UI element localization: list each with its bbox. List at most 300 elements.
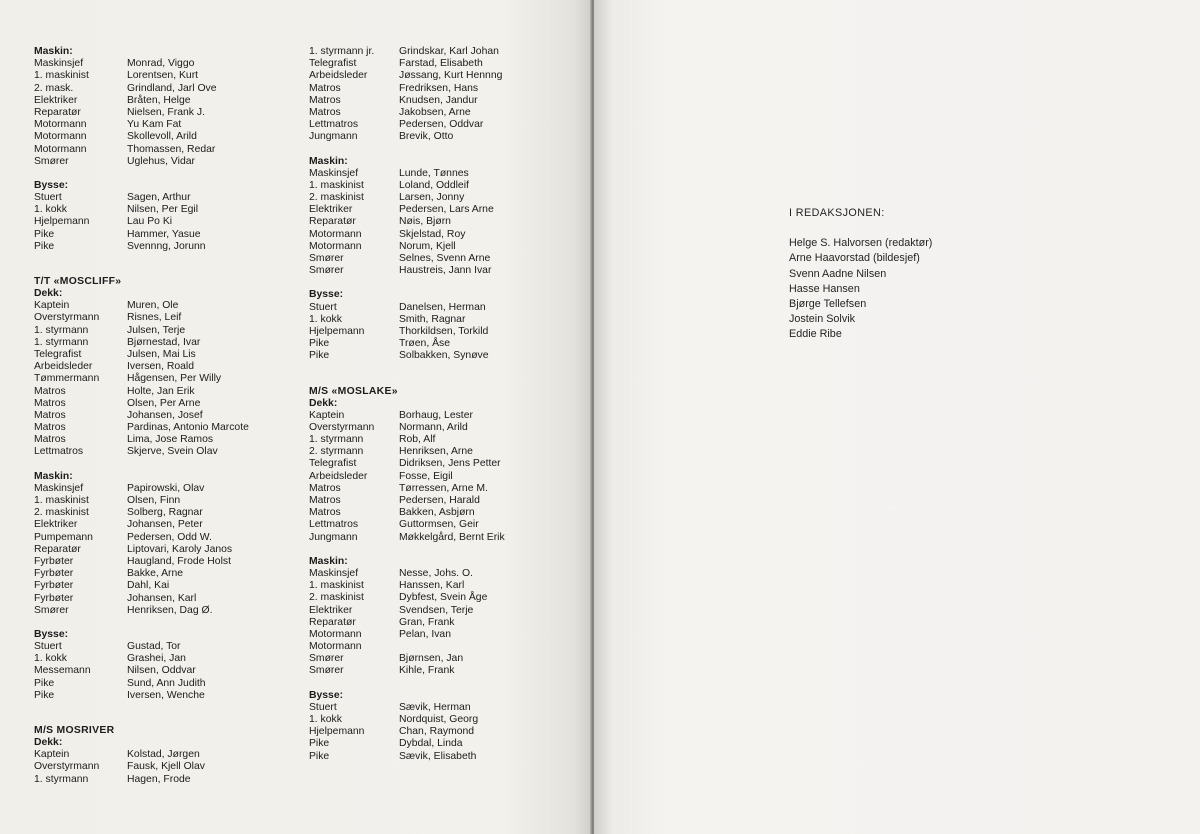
crew-name: Brevik, Otto (399, 131, 454, 143)
crew-row (34, 241, 284, 253)
crew-name: Lima, Jose Ramos (127, 434, 214, 446)
crew-role: Smører (309, 253, 344, 264)
crew-section (309, 363, 579, 544)
crew-role: Telegrafist (309, 458, 357, 470)
crew-role: Jungmann (309, 531, 358, 543)
crew-role: Kaptein (34, 300, 70, 312)
crew-role: 1. styrmann (34, 336, 89, 348)
crew-role: Pike (309, 338, 330, 350)
section-spacer (309, 363, 579, 375)
crew-row (309, 107, 579, 119)
editorial-member: Helge S. Halvorsen (redaktør) (789, 237, 933, 250)
crew-row (309, 422, 579, 434)
crew-name: Lau Po Ki (127, 216, 173, 228)
crew-role: Pike (309, 350, 330, 362)
crew-row (309, 605, 579, 617)
crew-section (309, 46, 579, 144)
crew-name: Sævik, Herman (399, 701, 471, 713)
department-heading: Dekk: (34, 737, 63, 748)
crew-row (309, 58, 579, 70)
department-heading: Maskin: (309, 555, 348, 567)
crew-name: Pedersen, Harald (399, 495, 480, 506)
crew-section (309, 144, 579, 278)
crew-role: Smører (309, 665, 344, 677)
crew-row (34, 641, 284, 653)
crew-row (34, 568, 284, 580)
right-page (594, 0, 1200, 834)
crew-role: Matros (34, 397, 66, 409)
crew-role: Tømmermann (34, 373, 100, 385)
crew-role: Reparatør (34, 106, 81, 118)
crew-name: Sagen, Arthur (127, 192, 191, 204)
crew-name: Risnes, Leif (127, 312, 182, 324)
crew-name: Nøis, Bjørn (399, 216, 451, 228)
crew-row (34, 749, 284, 761)
crew-row (34, 690, 284, 702)
crew-name: Fredriksen, Hans (399, 82, 479, 94)
crew-role: Matros (309, 507, 341, 519)
crew-role: Jungmann (309, 131, 358, 143)
crew-name: Jøssang, Kurt Hennng (399, 70, 503, 82)
crew-name: Fausk, Kjell Olav (127, 761, 205, 773)
crew-role: Arbeidsleder (34, 361, 93, 373)
crew-name (399, 641, 579, 653)
editorial-member-list (789, 236, 932, 342)
crew-name: Nilsen, Oddvar (127, 665, 196, 677)
crew-row (34, 580, 284, 592)
crew-name: Johansen, Karl (127, 592, 197, 604)
crew-name: Nielsen, Frank J. (127, 106, 205, 118)
crew-role: Matros (34, 422, 66, 434)
crew-name: Skjelstad, Roy (399, 228, 466, 240)
crew-row (309, 507, 579, 519)
crew-row (309, 180, 579, 192)
crew-row (34, 83, 284, 95)
crew-name: Lunde, Tønnes (399, 167, 469, 179)
crew-role: 1. styrmann (309, 434, 364, 446)
crew-name: Nesse, Johs. O. (399, 567, 473, 579)
crew-name: Hagen, Frode (127, 773, 191, 785)
crew-role: Matros (309, 82, 341, 94)
crew-row (309, 446, 579, 458)
crew-row (34, 70, 284, 82)
section-spacer (309, 144, 579, 156)
crew-row (309, 70, 579, 82)
editorial-board (789, 206, 932, 343)
crew-row (309, 434, 579, 446)
crew-row (34, 119, 284, 131)
section-spacer (34, 459, 284, 471)
crew-name: Grashei, Jan (127, 653, 186, 665)
crew-role: Maskinsjef (309, 567, 359, 579)
crew-name: Normann, Arild (399, 421, 468, 433)
crew-row (34, 361, 284, 373)
crew-section (34, 702, 284, 786)
crew-name: Norum, Kjell (399, 240, 456, 252)
crew-name: Pardinas, Antonio Marcote (127, 422, 249, 434)
crew-role: Motormann (309, 628, 362, 640)
crew-name: Kolstad, Jørgen (127, 749, 200, 761)
crew-row (309, 641, 579, 653)
crew-row (34, 422, 284, 434)
crew-name: Sund, Ann Judith (127, 677, 206, 689)
crew-role: Matros (309, 482, 341, 494)
crew-name: Haugland, Frode Holst (127, 555, 231, 567)
department-heading: Bysse: (309, 289, 344, 301)
section-spacer (309, 678, 579, 690)
crew-role: Reparatør (34, 543, 81, 555)
crew-row (34, 386, 284, 398)
crew-role: Hjelpemann (309, 325, 365, 337)
crew-row (309, 83, 579, 95)
crew-role: Stuert (34, 192, 62, 204)
department-heading: Maskin: (34, 46, 73, 57)
crew-row (309, 592, 579, 604)
crew-role: Messemann (34, 665, 91, 677)
editorial-member: Hasse Hansen (789, 282, 860, 295)
crew-row (34, 495, 284, 507)
crew-name: Fosse, Eigil (399, 470, 453, 482)
crew-role: Stuert (34, 641, 62, 653)
crew-role: Pike (34, 228, 55, 240)
crew-row (34, 300, 284, 312)
crew-name: Bråten, Helge (127, 94, 191, 106)
crew-row (309, 204, 579, 216)
editorial-heading: I REDAKSJONEN: (789, 207, 885, 219)
editorial-member: Jostein Solvik (789, 313, 856, 326)
crew-row (34, 58, 284, 70)
crew-name: Iversen, Wenche (127, 689, 205, 701)
crew-role: 1. maskinist (34, 495, 89, 506)
crew-role: Overstyrmann (34, 312, 100, 324)
crew-name: Dybfest, Svein Åge (399, 592, 488, 604)
crew-role: 2. maskinist (309, 192, 364, 204)
editorial-member: Bjørge Tellefsen (789, 298, 867, 311)
crew-row (309, 314, 579, 326)
crew-row (34, 229, 284, 241)
crew-role: 2. maskinist (34, 507, 89, 519)
crew-section (34, 459, 284, 617)
crew-role: Lettmatros (309, 519, 359, 531)
crew-role: Arbeidsleder (309, 70, 368, 82)
ship-name: T/T «MOSCLIFF» (34, 276, 122, 287)
section-spacer (309, 544, 579, 556)
crew-name: Pedersen, Oddvar (399, 119, 484, 131)
crew-role: 2. mask. (34, 82, 74, 94)
crew-row (34, 434, 284, 446)
crew-row (309, 253, 579, 265)
department-heading: Dekk: (34, 288, 63, 299)
crew-row (309, 241, 579, 253)
crew-name: Møkkelgård, Bernt Erik (399, 531, 505, 543)
department-heading: Bysse: (34, 628, 69, 640)
crew-row (309, 714, 579, 726)
section-spacer (34, 168, 284, 180)
crew-name: Danelsen, Herman (399, 301, 486, 313)
crew-name: Rob, Alf (399, 434, 436, 446)
crew-name: Solberg, Ragnar (127, 507, 203, 519)
crew-role: 1. styrmann jr. (309, 46, 375, 57)
crew-row (34, 192, 284, 204)
crew-row (34, 312, 284, 324)
crew-role: Pike (309, 738, 330, 750)
crew-role: Kaptein (34, 749, 70, 761)
crew-row (309, 519, 579, 531)
crew-role: Reparatør (309, 616, 356, 628)
crew-name: Dybdal, Linda (399, 738, 463, 750)
crew-section (34, 46, 284, 168)
crew-role: Smører (34, 155, 69, 167)
crew-role: Arbeidsleder (309, 470, 368, 482)
section-spacer (34, 617, 284, 629)
crew-role: 2. maskinist (309, 592, 364, 604)
crew-row (309, 95, 579, 107)
crew-name: Farstad, Elisabeth (399, 58, 483, 70)
crew-role: Elektriker (309, 604, 353, 616)
crew-name: Henriksen, Dag Ø. (127, 604, 213, 616)
crew-role: Elektriker (34, 519, 78, 531)
crew-row (34, 349, 284, 361)
crew-name: Pelan, Ivan (399, 628, 451, 640)
crew-row (34, 337, 284, 349)
crew-role: Fyrbøter (34, 568, 74, 580)
crew-section (34, 253, 284, 459)
crew-role: Maskinsjef (34, 482, 84, 494)
crew-role: 1. maskinist (34, 70, 89, 82)
crew-row (34, 325, 284, 337)
crew-name: Kihle, Frank (399, 665, 455, 677)
editorial-member: Svenn Aadne Nilsen (789, 267, 887, 280)
crew-name: Lorentsen, Kurt (127, 70, 199, 82)
crew-name: Julsen, Terje (127, 324, 186, 336)
crew-role: 1. kokk (309, 714, 342, 725)
crew-row (309, 192, 579, 204)
crew-role: Overstyrmann (309, 421, 375, 433)
crew-name: Larsen, Jonny (399, 192, 465, 204)
crew-role: Matros (34, 409, 66, 421)
crew-role: Motormann (34, 131, 87, 143)
crew-row (34, 519, 284, 531)
crew-name: Uglehus, Vidar (127, 155, 195, 167)
crew-name: Tørressen, Arne M. (399, 482, 488, 494)
crew-row (309, 326, 579, 338)
crew-name: Gustad, Tor (127, 641, 181, 653)
crew-row (34, 95, 284, 107)
crew-role: Matros (309, 106, 341, 118)
crew-name: Liptovari, Karoly Janos (127, 543, 233, 555)
crew-role: Pike (34, 677, 55, 689)
crew-row (309, 568, 579, 580)
crew-role: Elektriker (34, 94, 78, 106)
crew-name: Didriksen, Jens Petter (399, 458, 501, 470)
crew-name: Papirowski, Olav (127, 482, 205, 494)
crew-name: Muren, Ole (127, 300, 179, 312)
crew-name: Yu Kam Fat (127, 119, 182, 131)
crew-row (34, 544, 284, 556)
left-page (0, 0, 592, 834)
crew-name: Olsen, Per Arne (127, 397, 201, 409)
crew-row (309, 229, 579, 241)
crew-name: Skjerve, Svein Olav (127, 446, 218, 458)
section-spacer (34, 253, 284, 265)
crew-role: Reparatør (309, 216, 356, 228)
crew-row (34, 373, 284, 385)
crew-list-column-1 (34, 46, 284, 786)
crew-name: Thorkildsen, Torkild (399, 325, 489, 337)
crew-section (309, 544, 579, 678)
crew-name: Monrad, Viggo (127, 58, 195, 70)
crew-name: Borhaug, Lester (399, 409, 473, 421)
crew-row (34, 665, 284, 677)
crew-role: Smører (34, 604, 69, 616)
crew-role: 1. styrmann (34, 773, 89, 785)
crew-name: Bjørnestad, Ivar (127, 336, 201, 348)
crew-role: Pumpemann (34, 531, 93, 543)
crew-row (309, 532, 579, 544)
crew-row (309, 410, 579, 422)
crew-row (309, 617, 579, 629)
crew-name: Jakobsen, Arne (399, 106, 471, 118)
crew-row (34, 144, 284, 156)
department-heading: Dekk: (309, 397, 338, 409)
department-heading: Maskin: (309, 155, 348, 167)
crew-section (34, 617, 284, 702)
crew-name: Bjørnsen, Jan (399, 653, 464, 665)
crew-row (34, 216, 284, 228)
crew-role: Fyrbøter (34, 592, 74, 604)
crew-name: Olsen, Finn (127, 495, 181, 506)
department-heading: Maskin: (34, 470, 73, 482)
crew-row (309, 653, 579, 665)
ship-name: M/S MOSRIVER (34, 725, 115, 736)
crew-role: Pike (34, 689, 55, 701)
crew-row (34, 653, 284, 665)
crew-role: 1. kokk (34, 653, 67, 665)
crew-name: Hågensen, Per Willy (127, 373, 222, 385)
crew-role: Smører (309, 265, 344, 277)
crew-name: Knudsen, Jandur (399, 94, 478, 106)
crew-row (34, 204, 284, 216)
crew-name: Trøen, Åse (399, 338, 451, 350)
crew-role: Maskinsjef (309, 167, 359, 179)
crew-row (309, 665, 579, 677)
crew-name: Hanssen, Karl (399, 580, 465, 592)
crew-role: Pike (34, 240, 55, 252)
crew-role: Telegrafist (34, 348, 82, 360)
crew-name: Loland, Oddleif (399, 179, 469, 191)
crew-row (309, 119, 579, 131)
crew-row (309, 265, 579, 277)
crew-name: Nilsen, Per Egil (127, 204, 199, 216)
crew-name: Iversen, Roald (127, 361, 194, 373)
crew-name: Selnes, Svenn Arne (399, 253, 491, 264)
crew-row (34, 107, 284, 119)
crew-row (34, 507, 284, 519)
crew-name: Guttormsen, Geir (399, 519, 479, 531)
crew-row (309, 726, 579, 738)
department-heading: Bysse: (34, 179, 69, 191)
crew-name: Bakken, Asbjørn (399, 507, 475, 519)
crew-row (309, 702, 579, 714)
crew-name: Skollevoll, Arild (127, 131, 197, 143)
crew-name: Solbakken, Synøve (399, 350, 489, 362)
crew-row (34, 556, 284, 568)
crew-row (309, 629, 579, 641)
crew-role: 1. maskinist (309, 179, 364, 191)
crew-row (309, 302, 579, 314)
crew-section (34, 168, 284, 253)
crew-role: Matros (309, 495, 341, 506)
crew-row (309, 751, 579, 763)
crew-role: Matros (34, 385, 66, 397)
ship-name: M/S «MOSLAKE» (309, 385, 398, 397)
crew-role: Lettmatros (309, 119, 359, 131)
crew-row (309, 216, 579, 228)
crew-name: Haustreis, Jann Ivar (399, 265, 492, 277)
crew-role: Matros (34, 434, 66, 446)
section-spacer (309, 277, 579, 289)
crew-row (309, 131, 579, 143)
crew-role: Kaptein (309, 409, 345, 421)
crew-row (309, 46, 579, 58)
crew-name: Grindland, Jarl Ove (127, 82, 217, 94)
crew-row (34, 761, 284, 773)
crew-row (309, 338, 579, 350)
crew-role: 1. kokk (309, 313, 342, 325)
editorial-member: Eddie Ribe (789, 328, 842, 341)
crew-role: Lettmatros (34, 446, 84, 458)
crew-role: Motormann (309, 641, 362, 653)
crew-role: 2. styrmann (309, 446, 364, 458)
crew-name: Svennng, Jorunn (127, 240, 206, 252)
crew-name: Hammer, Yasue (127, 228, 201, 240)
crew-row (34, 410, 284, 422)
crew-role: Stuert (309, 701, 337, 713)
crew-row (34, 593, 284, 605)
crew-row (34, 532, 284, 544)
crew-role: Matros (309, 94, 341, 106)
crew-name: Pedersen, Lars Arne (399, 204, 494, 216)
crew-name: Chan, Raymond (399, 726, 475, 738)
crew-name: Johansen, Josef (127, 409, 203, 421)
crew-row (34, 678, 284, 690)
crew-row (34, 446, 284, 458)
crew-row (34, 605, 284, 617)
crew-role: Smører (309, 653, 344, 665)
crew-name: Sævik, Elisabeth (399, 750, 477, 762)
crew-name: Grindskar, Karl Johan (399, 46, 499, 57)
crew-role: Telegrafist (309, 58, 357, 70)
crew-role: Hjelpemann (34, 216, 90, 228)
editorial-member: Arne Haavorstad (bildesjef) (789, 252, 920, 265)
crew-section (309, 678, 579, 763)
crew-name: Svendsen, Terje (399, 604, 474, 616)
crew-row (34, 131, 284, 143)
crew-role: Fyrbøter (34, 580, 74, 592)
crew-role: Motormann (34, 119, 87, 131)
crew-role: Hjelpemann (309, 726, 365, 738)
crew-row (34, 483, 284, 495)
crew-role: Motormann (309, 228, 362, 240)
crew-name: Gran, Frank (399, 616, 455, 628)
crew-name: Johansen, Peter (127, 519, 203, 531)
crew-role: Motormann (34, 143, 87, 155)
crew-row (309, 458, 579, 470)
crew-name: Smith, Ragnar (399, 313, 466, 325)
crew-list-column-2 (309, 46, 579, 763)
crew-role: Pike (309, 750, 330, 762)
crew-role: 1. kokk (34, 204, 67, 216)
